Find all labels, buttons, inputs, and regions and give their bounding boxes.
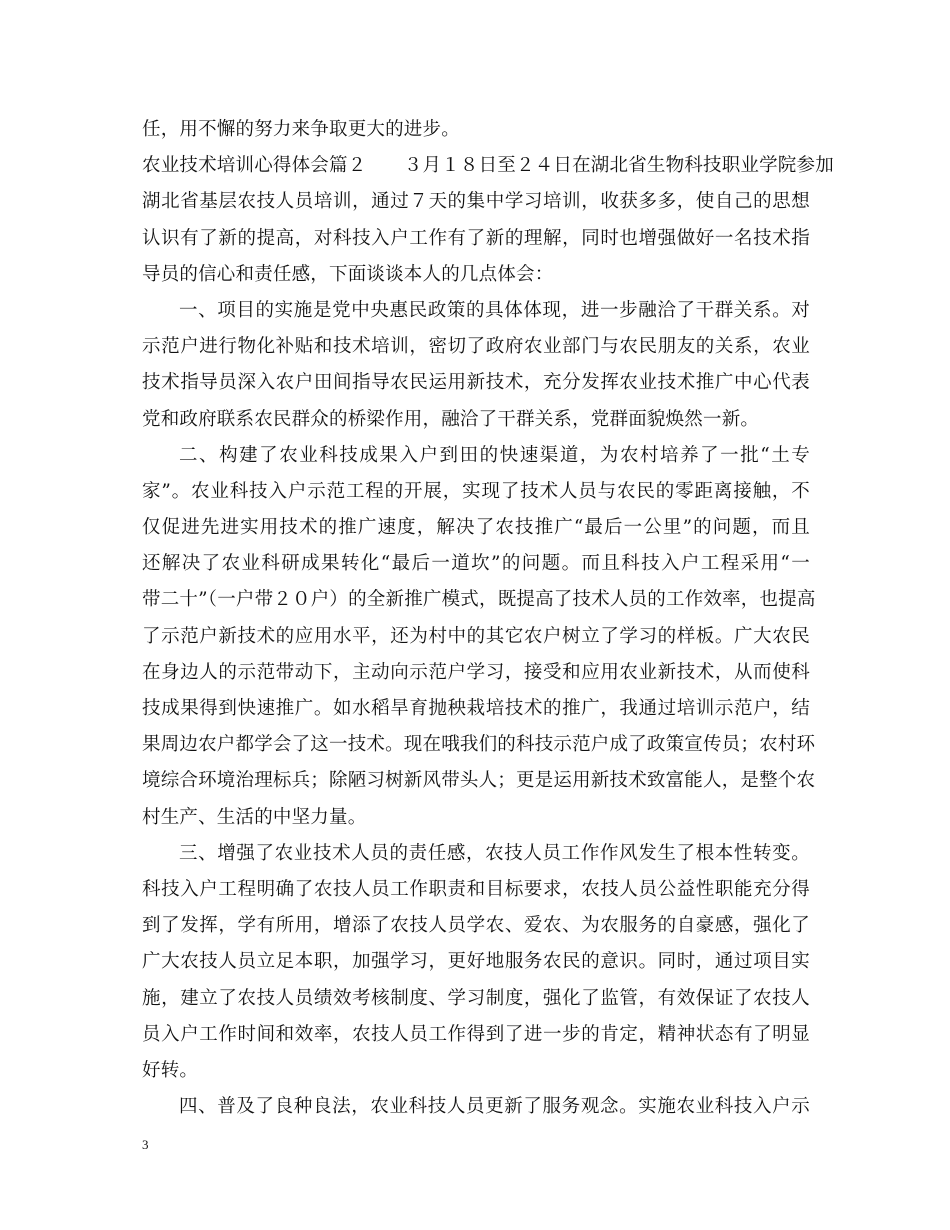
- text-line: 一、项目的实施是党中央惠民政策的具体体现，进一步融洽了干群关系。对: [179, 299, 810, 321]
- text-line: 境综合环境治理标兵；除陋习树新风带头人；更是运用新技术致富能人，是整个农: [142, 770, 816, 792]
- text-line: 导员的信心和责任感，下面谈谈本人的几点体会：: [142, 263, 554, 285]
- text-line: 带二十”（一户带２０户）的全新推广模式，既提高了技术人员的工作效率，也提高: [142, 589, 816, 611]
- text-line: 示范户进行物化补贴和技术培训，密切了政府农业部门与农民朋友的关系，农业: [142, 336, 810, 358]
- text-line: 果周边农户都学会了这一技术。现在哦我们的科技示范户成了政策宣传员；农村环: [142, 734, 816, 756]
- text-line: 三、增强了农业技术人员的责任感，农技人员工作作风发生了根本性转变。: [179, 842, 810, 864]
- text-line: 员入户工作时间和效率，农技人员工作得到了进一步的肯定，精神状态有了明显: [142, 1023, 810, 1045]
- text-line: 还解决了农业科研成果转化“最后一道坎”的问题。而且科技入户工程采用“一: [142, 553, 810, 575]
- text-line: 科技入户工程明确了农技人员工作职责和目标要求，农技人员公益性职能充分得: [142, 878, 810, 900]
- text-line: 认识有了新的提高，对科技入户工作有了新的理解，同时也增强做好一名技术指: [142, 227, 810, 249]
- text-line: 技术指导员深入农户田间指导农民运用新技术，充分发挥农业技术推广中心代表: [142, 372, 810, 394]
- text-line: 任，用不懈的努力来争取更大的进步。: [142, 119, 460, 140]
- text-line: 在身边人的示范带动下，主动向示范户学习，接受和应用农业新技术，从而使科: [142, 661, 810, 683]
- text-line: 到了发挥，学有所用，增添了农技人员学农、爱农、为农服务的自豪感，强化了: [142, 915, 810, 937]
- text-line: 技成果得到快速推广。如水稻旱育抛秧栽培技术的推广，我通过培训示范户，结: [142, 698, 810, 719]
- text-line: 村生产、生活的中坚力量。: [142, 806, 367, 828]
- text-line: 家”。农业科技入户示范工程的开展，实现了技术人员与农民的零距离接触，不: [142, 480, 810, 502]
- text-line: 四、普及了良种良法，农业科技人员更新了服务观念。实施农业科技入户示: [179, 1096, 810, 1118]
- text-line: 农业技术培训心得体会篇２ ３月１８日至２４日在湖北省生物科技职业学院参加: [142, 155, 834, 177]
- page-number: 3: [142, 1137, 149, 1152]
- text-line: 湖北省基层农技人员培训，通过７天的集中学习培训，收获多多，使自己的思想: [142, 191, 810, 213]
- text-line: 好转。: [142, 1059, 199, 1081]
- text-line: 了示范户新技术的应用水平，还为村中的其它农户树立了学习的样板。广大农民: [142, 625, 810, 647]
- text-line: 广大农技人员立足本职，加强学习，更好地服务农民的意识。同时，通过项目实: [142, 951, 810, 973]
- text-line: 党和政府联系农民群众的桥梁作用，融洽了干群关系，党群面貌焕然一新。: [142, 408, 760, 430]
- text-line: 仅促进先进实用技术的推广速度，解决了农技推广“最后一公里”的问题，而且: [142, 517, 810, 539]
- text-line: 二、构建了农业科技成果入户到田的快速渠道，为农村培养了一批“土专: [179, 444, 810, 466]
- document-body: [142, 112, 834, 1125]
- text-line: 施，建立了农技人员绩效考核制度、学习制度，强化了监管，有效保证了农技人: [142, 987, 810, 1009]
